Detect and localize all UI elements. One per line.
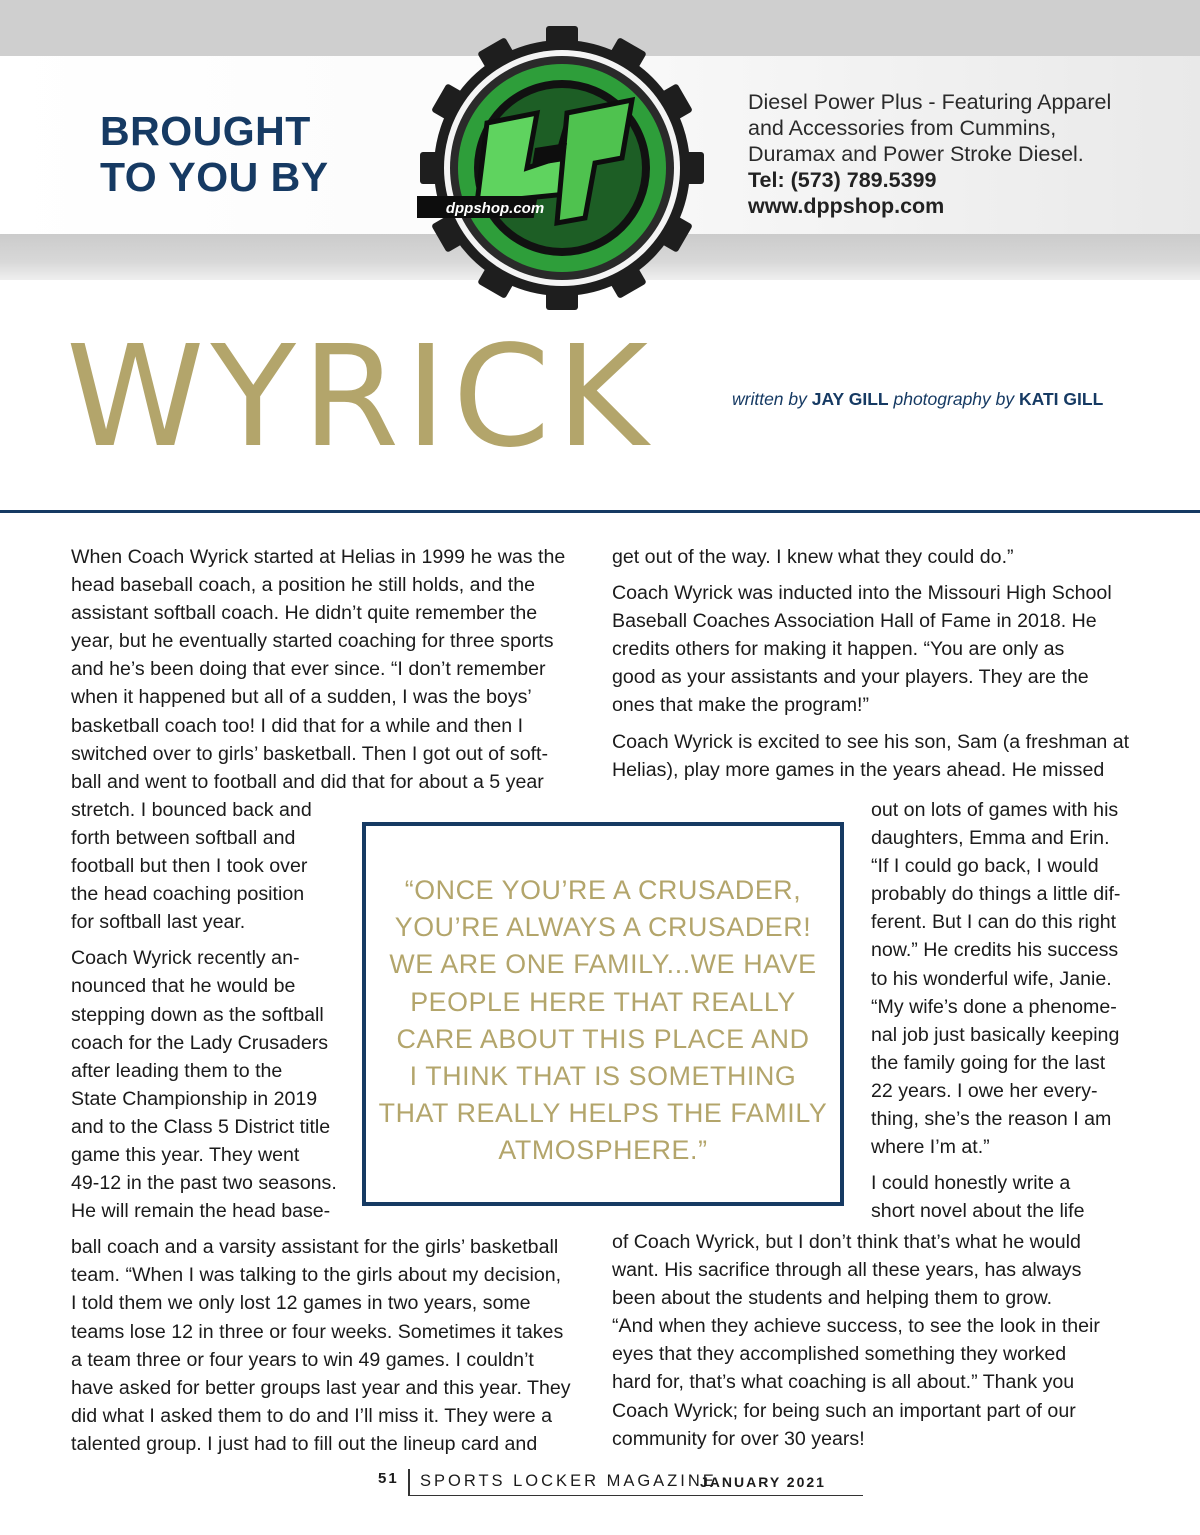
pull-quote-box xyxy=(362,822,844,1206)
text-line: He will remain the head base- xyxy=(71,1200,331,1223)
text-line: short novel about the life xyxy=(871,1200,1085,1223)
text-line: head baseball coach, a position he still holds, and the xyxy=(71,574,536,597)
text-line: did what I asked them to do and I’ll miss it. They were a xyxy=(71,1404,553,1427)
text-line: team. “When I was talking to the girls about my decision, xyxy=(71,1264,562,1287)
text-line: want. His sacrifice through all these years, has always xyxy=(612,1259,1082,1282)
text-line: nounced that he would be xyxy=(71,975,296,998)
text-line: been about the students and helping them to grow. xyxy=(612,1287,1053,1310)
article-credits xyxy=(732,389,1103,410)
text-line: 22 years. I owe her every- xyxy=(871,1079,1098,1102)
text-line: coach for the Lady Crusaders xyxy=(71,1031,329,1054)
text-line: Coach Wyrick is excited to see his son, Sam (a freshman at xyxy=(612,730,1130,753)
text-line: good as your assistants and your players. They are the xyxy=(612,666,1089,689)
text-line: now.” He credits his success xyxy=(871,939,1119,962)
text-line: football but then I took over xyxy=(71,855,308,878)
text-line: eyes that they accomplished something they worked xyxy=(612,1343,1067,1366)
text-line: hard for, that’s what coaching is all about.” Thank you xyxy=(612,1371,1075,1394)
text-line: thing, she’s the reason I am xyxy=(871,1108,1112,1131)
text-line: get out of the way. I knew what they could do.” xyxy=(612,546,1014,568)
sponsor-description-line: Duramax and Power Stroke Diesel. xyxy=(748,142,1084,166)
text-line: basketball coach too! I did that for a while and then I xyxy=(71,714,524,737)
sponsor-info xyxy=(748,89,1111,219)
text-line: I told them we only lost 12 games in two years, some xyxy=(71,1292,531,1315)
text-line: State Championship in 2019 xyxy=(71,1087,318,1110)
text-line: year, but he eventually started coaching for three sports xyxy=(71,630,554,653)
text-line: “If I could go back, I would xyxy=(871,855,1099,878)
logo-website-text: dppshop.com xyxy=(445,200,545,217)
pull-quote-line: ATMOSPHERE.” xyxy=(498,1135,708,1166)
sponsor-heading xyxy=(100,108,329,200)
photographer-name: KATI GILL xyxy=(1019,389,1104,409)
title-divider xyxy=(0,510,1200,513)
page-number: 51 xyxy=(378,1470,399,1487)
text-line: after leading them to the xyxy=(71,1059,283,1082)
pull-quote-text xyxy=(366,872,840,1170)
sponsor-heading-line: BROUGHT xyxy=(100,108,311,154)
paragraph xyxy=(871,796,1161,1161)
text-line: for softball last year. xyxy=(71,911,246,934)
text-line: the head coaching position xyxy=(71,883,305,906)
text-line: nal job just basically keeping xyxy=(871,1023,1120,1046)
pull-quote-line: “ONCE YOU’RE A CRUSADER, xyxy=(404,875,802,905)
text-line: ball coach and a varsity assistant for the girls’ basketball xyxy=(71,1236,559,1259)
text-line: and to the Class 5 District title xyxy=(71,1115,331,1138)
sponsor-description-line: Diesel Power Plus - Featuring Apparel xyxy=(748,90,1112,114)
text-line: community for over 30 years! xyxy=(612,1427,865,1450)
right-column-wrap xyxy=(871,796,1161,1233)
paragraph xyxy=(612,579,1152,719)
text-line: and he’s been doing that ever since. “I don’t remember xyxy=(71,658,546,681)
sponsor-description-line: and Accessories from Cummins, xyxy=(748,116,1057,140)
text-line: where I’m at.” xyxy=(871,1136,990,1159)
text-line: when it happened but all of a sudden, I was the boys’ xyxy=(71,686,532,709)
text-line: Helias), play more games in the years ahead. He missed xyxy=(612,758,1105,781)
text-line: Coach Wyrick; for being such an important part of our xyxy=(612,1399,1076,1422)
text-line: game this year. They went xyxy=(71,1143,300,1166)
author-name: JAY GILL xyxy=(811,389,889,409)
text-line: to his wonderful wife, Janie. xyxy=(871,967,1112,990)
credit-photography-by-label: photography by xyxy=(893,389,1015,409)
sponsor-website-link[interactable]: www.dppshop.com xyxy=(748,194,945,218)
text-line: out on lots of games with his xyxy=(871,799,1119,821)
pull-quote-line: I THINK THAT IS SOMETHING xyxy=(409,1061,797,1092)
issue-date: JANUARY 2021 xyxy=(700,1474,826,1490)
text-line: 49-12 in the past two seasons. xyxy=(71,1172,337,1195)
text-line: Coach Wyrick recently an- xyxy=(71,947,300,970)
text-line: forth between softball and xyxy=(71,826,296,849)
pull-quote-line: CARE ABOUT THIS PLACE AND xyxy=(396,1023,810,1054)
footer-rule xyxy=(409,1495,863,1496)
sponsor-heading-line: TO YOU BY xyxy=(100,154,329,200)
right-column-bottom xyxy=(612,1228,1152,1461)
paragraph xyxy=(871,1169,1161,1225)
text-line: When Coach Wyrick started at Helias in 1999 he was the xyxy=(71,546,566,568)
text-line: “And when they achieve success, to see the look in their xyxy=(612,1315,1100,1338)
text-line: assistant softball coach. He didn’t quite remember the xyxy=(71,602,538,625)
text-line: Coach Wyrick was inducted into the Missouri High School xyxy=(612,582,1112,605)
right-column-top xyxy=(612,543,1152,792)
text-line: I could honestly write a xyxy=(871,1172,1071,1195)
footer-separator xyxy=(408,1469,410,1496)
paragraph xyxy=(612,728,1152,784)
text-line: talented group. I just had to fill out the lineup card and xyxy=(71,1432,538,1455)
text-line: have asked for better groups last year and this year. They xyxy=(71,1376,571,1399)
text-line: stretch. I bounced back and xyxy=(71,798,312,821)
text-line: daughters, Emma and Erin. xyxy=(871,827,1110,850)
pull-quote-line: YOU’RE ALWAYS A CRUSADER! xyxy=(394,912,812,943)
text-line: switched over to girls’ basketball. Then I got out of soft- xyxy=(71,742,549,765)
pull-quote-line: WE ARE ONE FAMILY...WE HAVE xyxy=(389,949,817,980)
text-line: ball and went to football and did that for about a 5 year xyxy=(71,770,544,793)
text-line: stepping down as the softball xyxy=(71,1003,324,1026)
dpp-logo xyxy=(417,18,707,312)
paragraph xyxy=(612,1228,1152,1453)
text-line: ferent. But I can do this right xyxy=(871,911,1117,934)
pull-quote-line: PEOPLE HERE THAT REALLY xyxy=(410,986,796,1017)
credit-written-by-label: written by xyxy=(732,389,807,409)
magazine-name: SPORTS LOCKER MAGAZINE xyxy=(420,1472,717,1490)
text-line: “My wife’s done a phenome- xyxy=(871,995,1117,1018)
text-line: ones that make the program!” xyxy=(612,694,870,717)
text-line: credits others for making it happen. “You are only as xyxy=(612,638,1065,661)
text-line: probably do things a little dif- xyxy=(871,883,1121,906)
text-line: the family going for the last xyxy=(871,1051,1106,1074)
article-title: WYRICK xyxy=(66,316,655,479)
text-line: of Coach Wyrick, but I don’t think that’s what he would xyxy=(612,1231,1081,1253)
text-line: Baseball Coaches Association Hall of Fame in 2018. He xyxy=(612,610,1097,633)
text-line: teams lose 12 in three or four weeks. Sometimes it takes xyxy=(71,1320,564,1343)
text-line: a team three or four years to win 49 games. I couldn’t xyxy=(71,1348,534,1371)
paragraph xyxy=(612,543,1152,571)
pull-quote-line: THAT REALLY HELPS THE FAMILY xyxy=(378,1098,828,1129)
sponsor-phone: Tel: (573) 789.5399 xyxy=(748,168,937,192)
